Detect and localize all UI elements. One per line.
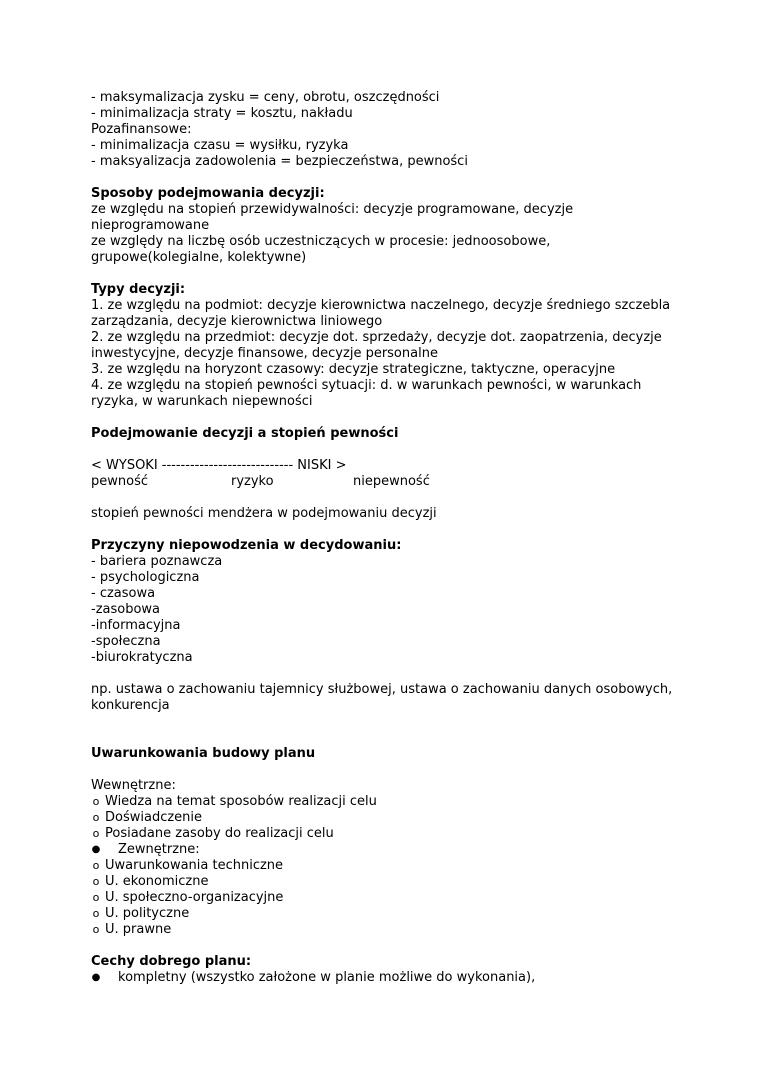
circle-bullet-icon: o xyxy=(92,923,100,936)
circle-bullet-icon: o xyxy=(92,811,100,824)
typy-section xyxy=(91,282,691,410)
intro-line: - minimalizacja czasu = wysiłku, ryzyka xyxy=(91,138,349,153)
circle-bullet-icon: o xyxy=(92,827,100,840)
internal-label: Wewnętrzne: xyxy=(91,778,176,793)
circle-bullet-icon: o xyxy=(92,875,100,888)
list-item xyxy=(91,794,691,810)
intro-section xyxy=(91,90,691,170)
certainty-scale-line: < WYSOKI ---------------------------- NISKI > xyxy=(91,458,347,473)
example-line: np. ustawa o zachowaniu tajemnicy służbowej, ustawa o zachowaniu danych osobowych, xyxy=(91,682,673,697)
paragraph-line: grupowe(kolegialne, kolektywne) xyxy=(91,250,307,265)
list-item-text: kompletny (wszystko założone w planie możliwe do wykonania), xyxy=(118,970,536,985)
paragraph-line: 4. ze względu na stopień pewności sytuacji: d. w warunkach pewności, w warunkach xyxy=(91,378,642,393)
list-item xyxy=(91,826,691,842)
list-item-text: U. społeczno-organizacyjne xyxy=(105,890,284,905)
list-item xyxy=(91,842,691,858)
circle-bullet-icon: o xyxy=(92,907,100,920)
paragraph-line: ze względy na liczbę osób uczestniczących w procesie: jednoosobowe, xyxy=(91,234,551,249)
spacer xyxy=(91,522,691,538)
list-item-text: U. prawne xyxy=(105,922,172,937)
disc-bullet-icon: ● xyxy=(91,972,101,983)
list-item-text: Posiadane zasoby do realizacji celu xyxy=(105,826,334,841)
section-heading: Uwarunkowania budowy planu xyxy=(91,746,316,761)
circle-bullet-icon: o xyxy=(92,859,100,872)
list-item xyxy=(91,858,691,874)
list-item: - psychologiczna xyxy=(91,570,200,585)
list-item-text: Doświadczenie xyxy=(105,810,203,825)
spacer xyxy=(91,938,691,954)
section-heading: Sposoby podejmowania decyzji: xyxy=(91,186,325,201)
spacer xyxy=(91,442,691,458)
list-item: - czasowa xyxy=(91,586,156,601)
list-item: -informacyjna xyxy=(91,618,181,633)
list-item xyxy=(91,906,691,922)
spacer xyxy=(91,762,691,778)
paragraph-line: inwestycyjne, decyzje finansowe, decyzje personalne xyxy=(91,346,438,361)
list-item: -zasobowa xyxy=(91,602,161,617)
list-item-text: Uwarunkowania techniczne xyxy=(105,858,284,873)
spacer xyxy=(91,730,691,746)
cechy-section xyxy=(91,954,691,986)
spacer xyxy=(91,266,691,282)
list-item xyxy=(91,890,691,906)
list-item xyxy=(91,874,691,890)
intro-line: - minimalizacja straty = kosztu, nakładu xyxy=(91,106,353,121)
paragraph-line: 3. ze względu na horyzont czasowy: decyzje strategiczne, taktyczne, operacyjne xyxy=(91,362,616,377)
przyczyny-section xyxy=(91,538,691,714)
intro-line: - maksyalizacja zadowolenia = bezpieczeństwa, pewności xyxy=(91,154,468,169)
scale-label-ryzyko: ryzyko xyxy=(231,474,274,489)
section-heading: Typy decyzji: xyxy=(91,282,186,297)
list-item-text: U. ekonomiczne xyxy=(105,874,209,889)
sposoby-section xyxy=(91,186,691,266)
intro-line: Pozafinansowe: xyxy=(91,122,192,137)
paragraph-line: zarządzania, decyzje kierownictwa liniowego xyxy=(91,314,383,329)
paragraph-line: 2. ze względu na przedmiot: decyzje dot. sprzedaży, decyzje dot. zaopatrzenia, decyzje xyxy=(91,330,662,345)
document-page xyxy=(91,90,691,986)
intro-line: - maksymalizacja zysku = ceny, obrotu, oszczędności xyxy=(91,90,440,105)
spacer xyxy=(91,410,691,426)
list-item: -biurokratyczna xyxy=(91,650,193,665)
list-item-text: Wiedza na temat sposobów realizacji celu xyxy=(105,794,377,809)
external-label: Zewnętrzne: xyxy=(118,842,200,857)
circle-bullet-icon: o xyxy=(92,891,100,904)
spacer xyxy=(91,170,691,186)
spacer xyxy=(91,666,691,682)
list-item xyxy=(91,810,691,826)
uwarunkowania-section xyxy=(91,746,691,938)
pewnosc-section xyxy=(91,426,691,522)
scale-label-pewnosc: pewność xyxy=(91,474,148,489)
list-item-text: U. polityczne xyxy=(105,906,190,921)
example-line: konkurencja xyxy=(91,698,170,713)
section-heading: Przyczyny niepowodzenia w decydowaniu: xyxy=(91,538,402,553)
paragraph-line: nieprogramowane xyxy=(91,218,210,233)
paragraph-line: ze względu na stopień przewidywalności: decyzje programowane, decyzje xyxy=(91,202,574,217)
paragraph-line: 1. ze względu na podmiot: decyzje kierownictwa naczelnego, decyzje średniego szczebla xyxy=(91,298,671,313)
list-item: - bariera poznawcza xyxy=(91,554,223,569)
list-item xyxy=(91,922,691,938)
list-item xyxy=(91,970,691,986)
section-heading: Cechy dobrego planu: xyxy=(91,954,252,969)
certainty-scale-labels xyxy=(91,474,691,490)
scale-label-niepewnosc: niepewność xyxy=(353,474,430,489)
paragraph-line: ryzyka, w warunkach niepewności xyxy=(91,394,313,409)
section-heading: Podejmowanie decyzji a stopień pewności xyxy=(91,426,399,441)
scale-note: stopień pewności mendżera w podejmowaniu decyzji xyxy=(91,506,437,521)
circle-bullet-icon: o xyxy=(92,795,100,808)
spacer xyxy=(91,490,691,506)
spacer xyxy=(91,714,691,730)
list-item: -społeczna xyxy=(91,634,161,649)
disc-bullet-icon: ● xyxy=(91,844,101,855)
